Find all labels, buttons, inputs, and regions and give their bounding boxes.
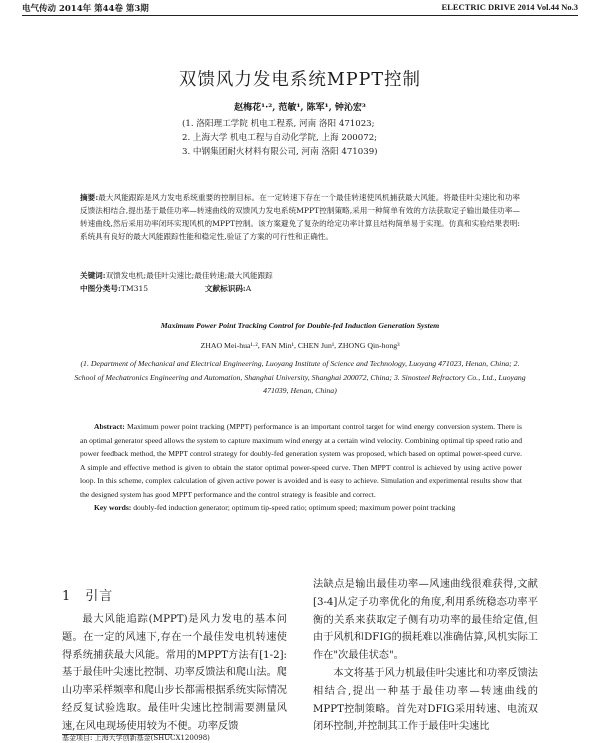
keywords-cn-label: 关键词: xyxy=(80,271,106,280)
affiliation-1: (1. 洛阳理工学院 机电工程系, 河南 洛阳 471023; xyxy=(182,119,375,129)
paper-title-en: Maximum Power Point Tracking Control for Double-fed Induction Generation System xyxy=(160,321,440,330)
journal-issue-en: ELECTRIC DRIVE 2014 Vol.44 No.3 xyxy=(441,2,578,12)
section-title: 引言 xyxy=(85,589,114,604)
paper-title: 双馈风力发电系统MPPT控制 xyxy=(178,70,422,90)
clc-label: 中图分类号: xyxy=(80,284,121,293)
abstract-cn xyxy=(80,191,520,243)
keywords-block-cn xyxy=(80,269,273,295)
running-header xyxy=(22,2,578,15)
clc-value: TM315 xyxy=(120,284,149,293)
author-list: 赵梅花¹·², 范敏¹, 陈军¹, 钟沁宏³ xyxy=(234,103,366,113)
body-column-right xyxy=(313,576,538,736)
doc-code-value: A xyxy=(245,284,252,293)
abstract-en-text: Maximum power point tracking (MPPT) performance is an important control target for wind energy conversion system. There is an optimal generator speed allows the system to capture maximum wind energy at a certain wind velocity. Combining optimal tip speed ratio and power feedback method, the MPPT control strategy for doubly-fed generation system was proposed, which based on optimal power-speed curve. A simple and effective method is given to obtain the stator optimal power-speed curve. Then MPPT control is achieved by using active power loop. In this scheme, complex calculation of given active power is avoided and is easy to achieve. Simulation and experimental results show that the designed system has good MPPT performance and the control strategy is feasible and correct. xyxy=(80,422,522,499)
abstract-cn-text: 最大风能跟踪是风力发电系统重要的控制目标。在一定转速下存在一个最佳转速使风机捕获最大风能。将最佳叶尖速比和功率反馈法相结合,提出基于最佳功率—转速曲线的双馈风力发电系统MPPT控制策略,采用一种简单有效的方法获取定子输出最佳功率—转速曲线,然后采用功率闭环实现风机的MPPT控制。该方案避免了复杂的给定功率计算且结构简单易于实现。仿真和实验结果表明:系统具有良好的最大风能跟踪性能和稳定性,验证了方案的可行性和正确性。 xyxy=(80,193,520,241)
footnote: 基金项目: 上海大学创新基金(SHUCX120098) xyxy=(62,734,210,742)
keywords-en-label: Key words: xyxy=(94,503,132,512)
paragraph-right-2: 本文将基于风力机最佳叶尖速比和功率反馈法相结合,提出一种基于最佳功率—转速曲线的MPPT控制策略。首先对DFIG采用转速、电流双闭环控制,并控制其工作于最佳叶尖速比 xyxy=(313,667,538,733)
paragraph-left: 最大风能追踪(MPPT)是风力发电的基本问题。在一定的风速下,存在一个最佳发电机转速使得系统捕获最大风能。常用的MPPT方法有[1-2]:基于最佳叶尖速比控制、功率反馈法和爬山法。爬山功率采样频率和爬山步长都需根据系统实际情况经反复试验选取。最佳叶尖速比控制需要测量风速,在风电现场使用较为不便。功率反馈 xyxy=(62,614,287,732)
journal-issue-cn: 电气传动 2014年 第44卷 第3期 xyxy=(22,4,149,14)
doc-code-label: 文献标识码: xyxy=(204,284,246,293)
section-heading xyxy=(62,585,113,604)
affiliation-list xyxy=(182,117,378,159)
keywords-en-text: doubly-fed induction generator; optimum tip-speed ratio; optimum speed; maximum power point tracking xyxy=(133,503,456,512)
affiliation-2: 2. 上海大学 机电工程与自动化学院, 上海 200072; xyxy=(182,133,378,143)
author-list-en: ZHAO Mei-hua¹·², FAN Min¹, CHEN Jun¹, ZHONG Qin-hong³ xyxy=(200,341,400,350)
abstract-cn-label: 摘要: xyxy=(80,193,99,202)
header-rule xyxy=(22,15,578,16)
abstract-en-label: Abstract: xyxy=(94,422,125,431)
abstract-en xyxy=(80,420,522,515)
keywords-cn-text: 双馈发电机;最佳叶尖速比;最佳转速;最大风能跟踪 xyxy=(105,271,273,280)
affiliation-3: 3. 中钢集团耐火材料有限公司, 河南 洛阳 471039) xyxy=(182,147,378,157)
section-number: 1 xyxy=(62,589,72,604)
affiliations-en: (1. Department of Mechanical and Electrical Engineering, Luoyang Institute of Science and Technology, Luoyang 471023, Henan, China; 2. School of Mechatronics Engineering and Automation, Shanghai University, Shanghai 200072, China; 3. Sinosteel Refractory Co., Ltd., Luoyang 471039, Henan, China) xyxy=(74,359,526,395)
paragraph-right-1: 法缺点是输出最佳功率—风速曲线很难获得,文献[3-4]从定子功率优化的角度,利用系统稳态功率平衡的关系来获取定子侧有功功率的最佳给定值,但由于风机和DFIG的损耗难以准确估算,风机实际工作在"次最佳状态"。 xyxy=(313,579,538,662)
body-column-left xyxy=(62,611,287,736)
